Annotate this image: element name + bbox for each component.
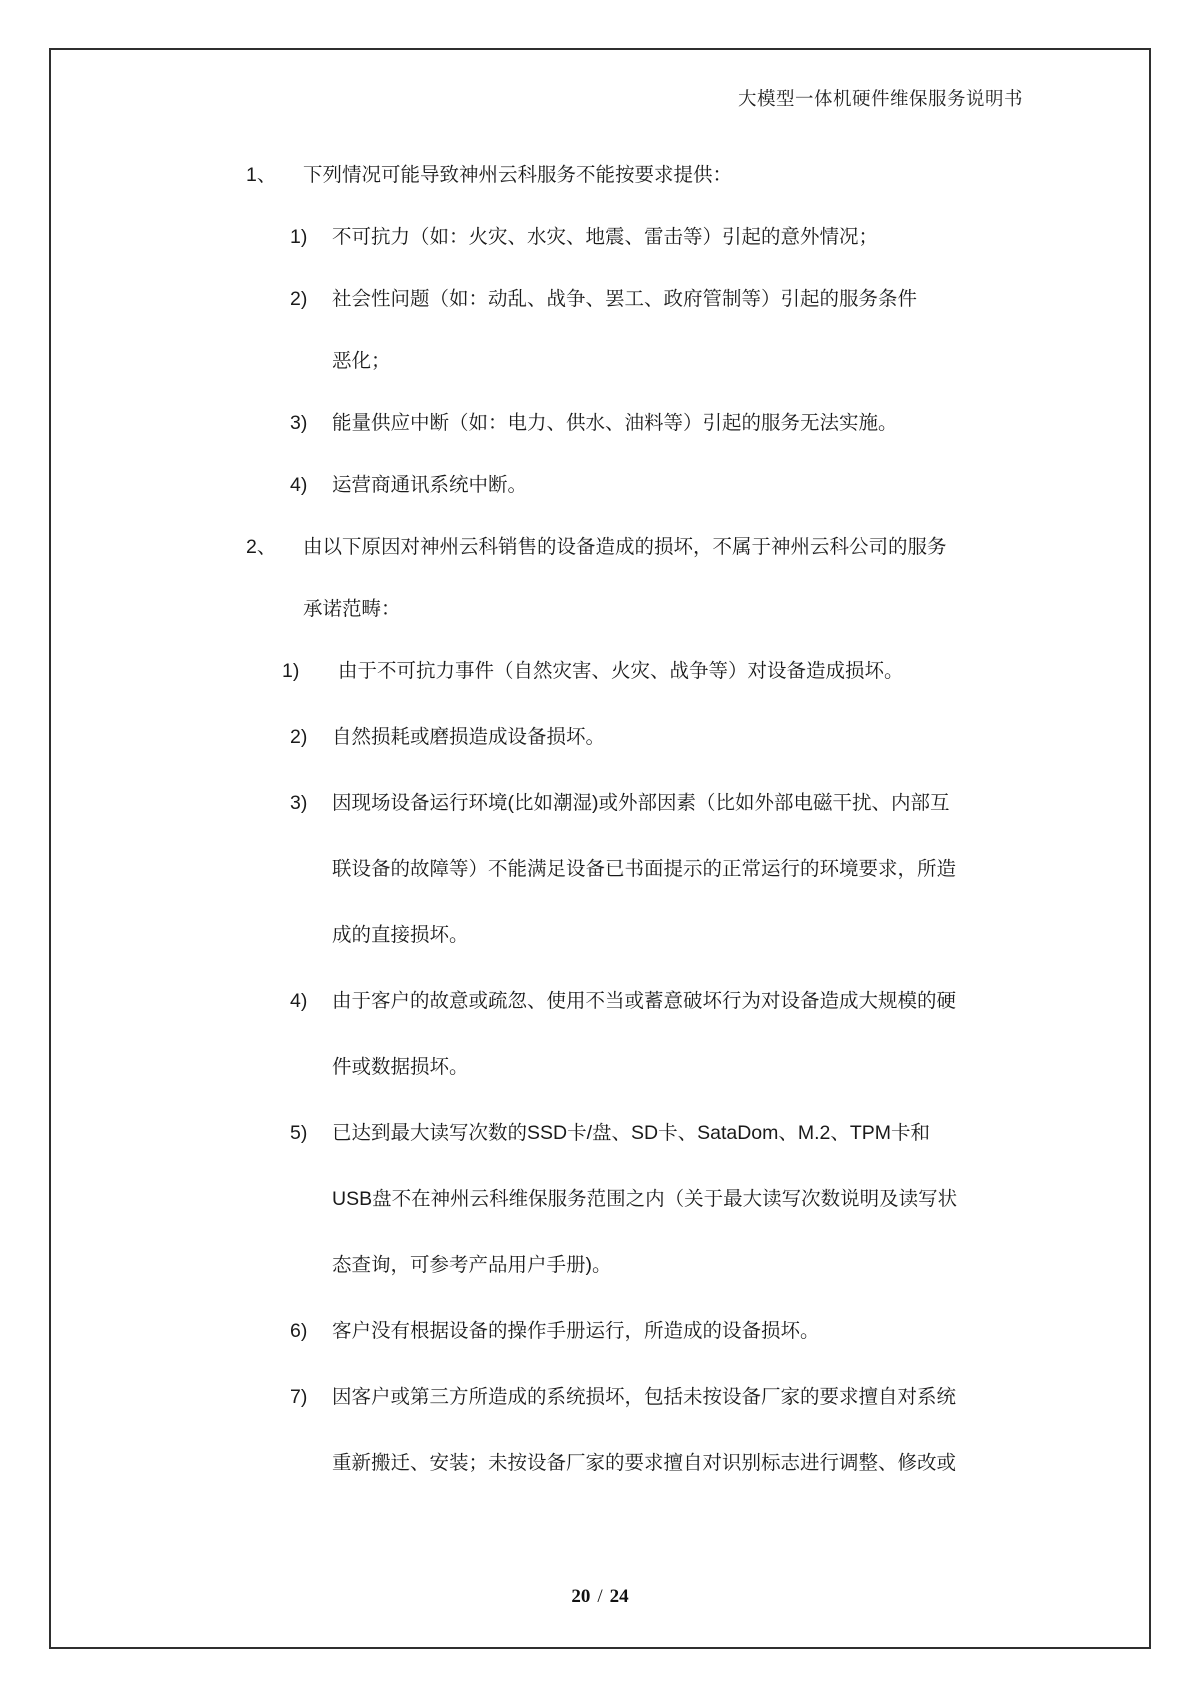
line-text: 下列情况可能导致神州云科服务不能按要求提供： (303, 164, 733, 186)
line-text: 件或数据损坏。 (332, 1056, 469, 1078)
text-line (0, 1433, 1200, 1493)
line-text: 恶化； (332, 350, 391, 372)
list-marker: 2、 (246, 536, 277, 558)
text-line (0, 1037, 1200, 1097)
list-marker: 1) (282, 660, 300, 682)
list-marker: 3) (290, 412, 308, 434)
line-text: 因客户或第三方所造成的系统损坏，包括未按设备厂家的要求擅自对系统 (332, 1386, 957, 1408)
list-marker: 5) (290, 1122, 308, 1144)
line-text: 成的直接损坏。 (332, 924, 469, 946)
text-line (0, 971, 1200, 1031)
line-text: 由于不可抗力事件（自然灾害、火灾、战争等）对设备造成损坏。 (338, 660, 904, 682)
page-footer (0, 1584, 1200, 1610)
text-line (0, 1367, 1200, 1427)
text-line (0, 455, 1200, 515)
list-marker: 3) (290, 792, 308, 814)
list-marker: 2) (290, 288, 308, 310)
line-text: 运营商通讯系统中断。 (332, 474, 528, 496)
line-text: 不可抗力（如：火灾、水灾、地震、雷击等）引起的意外情况； (332, 226, 879, 248)
text-line (0, 579, 1200, 639)
text-line (0, 1169, 1200, 1229)
text-line (0, 1301, 1200, 1361)
line-text: 由以下原因对神州云科销售的设备造成的损坏，不属于神州云科公司的服务 (303, 536, 947, 558)
list-marker: 1、 (246, 164, 277, 186)
text-line (0, 393, 1200, 453)
text-line (0, 517, 1200, 577)
line-text: 承诺范畴： (303, 598, 401, 620)
text-line (0, 145, 1200, 205)
text-line (0, 773, 1200, 833)
text-line (0, 269, 1200, 329)
list-marker: 4) (290, 990, 308, 1012)
text-line (0, 839, 1200, 899)
line-text: 联设备的故障等）不能满足设备已书面提示的正常运行的环境要求，所造 (332, 858, 957, 880)
text-line (0, 1235, 1200, 1295)
line-text: 因现场设备运行环境(比如潮湿)或外部因素（比如外部电磁干扰、内部互 (332, 792, 950, 814)
list-marker: 7) (290, 1386, 308, 1408)
line-text: 客户没有根据设备的操作手册运行，所造成的设备损坏。 (332, 1320, 820, 1342)
text-line (0, 207, 1200, 267)
line-text: 由于客户的故意或疏忽、使用不当或蓄意破坏行为对设备造成大规模的硬 (332, 990, 957, 1012)
text-line (0, 641, 1200, 701)
page-number-current: 20 (571, 1586, 591, 1607)
line-text: 重新搬迁、安装；未按设备厂家的要求擅自对识别标志进行调整、修改或 (332, 1452, 957, 1474)
list-marker: 6) (290, 1320, 308, 1342)
line-text: 能量供应中断（如：电力、供水、油料等）引起的服务无法实施。 (332, 412, 898, 434)
text-line (0, 1103, 1200, 1163)
text-line (0, 905, 1200, 965)
line-text: 已达到最大读写次数的SSD卡/盘、SD卡、SataDom、M.2、TPM卡和 (332, 1122, 931, 1144)
header-title: 大模型一体机硬件维保服务说明书 (737, 90, 1023, 110)
line-text: 社会性问题（如：动乱、战争、罢工、政府管制等）引起的服务条件 (332, 288, 918, 310)
list-marker: 2) (290, 726, 308, 748)
list-marker: 4) (290, 474, 308, 496)
line-text: 自然损耗或磨损造成设备损坏。 (332, 726, 606, 748)
text-line (0, 707, 1200, 767)
list-marker: 1) (290, 226, 308, 248)
text-line (0, 331, 1200, 391)
line-text: 态查询，可参考产品用户手册)。 (332, 1254, 612, 1276)
page-number-total: 24 (609, 1586, 629, 1607)
page-number-separator: / (597, 1586, 603, 1607)
line-text: USB盘不在神州云科维保服务范围之内（关于最大读写次数说明及读写状 (332, 1188, 958, 1210)
